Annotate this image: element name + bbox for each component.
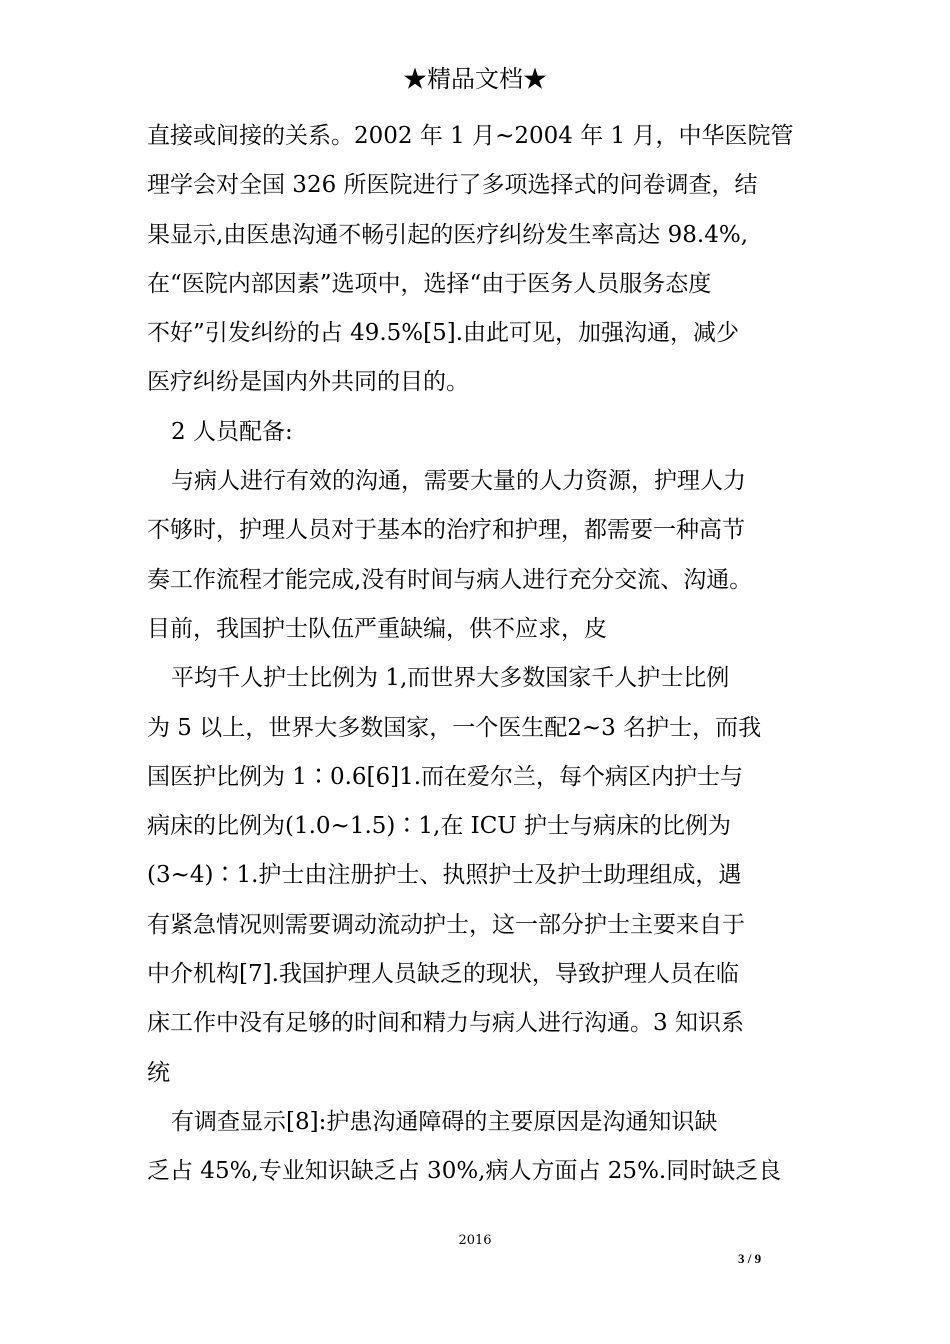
document-body [147, 112, 807, 1197]
text-line: 果显示,由医患沟通不畅引起的医疗纠纷发生率高达 98.4%, [147, 221, 748, 248]
page-number: 3 / 9 [738, 1251, 762, 1266]
page-header-title: ★精品文档★ [403, 65, 547, 93]
text-line: 在“医院内部因素”选项中，选择“由于医务人员服务态度 [147, 270, 712, 297]
text-line: 目前，我国护士队伍严重缺编，供不应求，皮 [147, 615, 607, 642]
text-line: 国医护比例为 1∶0.6[6]1.而在爱尔兰，每个病区内护士与 [147, 763, 744, 790]
text-line: 病床的比例为(1.0~1.5)∶1,在 ICU 护士与病床的比例为 [147, 813, 732, 840]
text-line: 床工作中没有足够的时间和精力与病人进行沟通。3 知识系 [147, 1010, 744, 1037]
text-line: (3~4)∶1.护士由注册护士、执照护士及护士助理组成，遇 [147, 862, 742, 889]
text-line: 有紧急情况则需要调动流动护士，这一部分护士主要来自于 [147, 911, 745, 938]
text-line: 理学会对全国 326 所医院进行了多项选择式的问卷调查，结 [147, 172, 758, 199]
text-line: 与病人进行有效的沟通，需要大量的人力资源，护理人力 [171, 468, 746, 495]
text-line: 有调查显示[8]:护患沟通障碍的主要原因是沟通知识缺 [171, 1108, 718, 1135]
text-line: 不好”引发纠纷的占 49.5%[5].由此可见，加强沟通，减少 [147, 320, 740, 347]
section-heading-staffing: 2 人员配备: [171, 418, 293, 445]
text-line: 中介机构[7].我国护理人员缺乏的现状，导致护理人员在临 [147, 961, 739, 988]
text-line: 平均千人护士比例为 1,而世界大多数国家千人护士比例 [171, 665, 730, 692]
text-line: 医疗纠纷是国内外共同的目的。 [147, 369, 469, 396]
text-line: 奏工作流程才能完成,没有时间与病人进行充分交流、沟通。 [147, 566, 753, 593]
footer-year: 2016 [458, 1233, 492, 1248]
text-line: 为 5 以上，世界大多数国家，一个医生配2~3 名护士，而我 [147, 714, 762, 741]
text-line: 统 [147, 1059, 170, 1086]
text-line: 乏占 45%,专业知识缺乏占 30%,病人方面占 25%.同时缺乏良 [147, 1158, 782, 1185]
text-line: 直接或间接的关系。2002 年 1 月~2004 年 1 月，中华医院管 [147, 123, 794, 149]
text-line: 不够时，护理人员对于基本的治疗和护理，都需要一种高节 [147, 517, 745, 544]
